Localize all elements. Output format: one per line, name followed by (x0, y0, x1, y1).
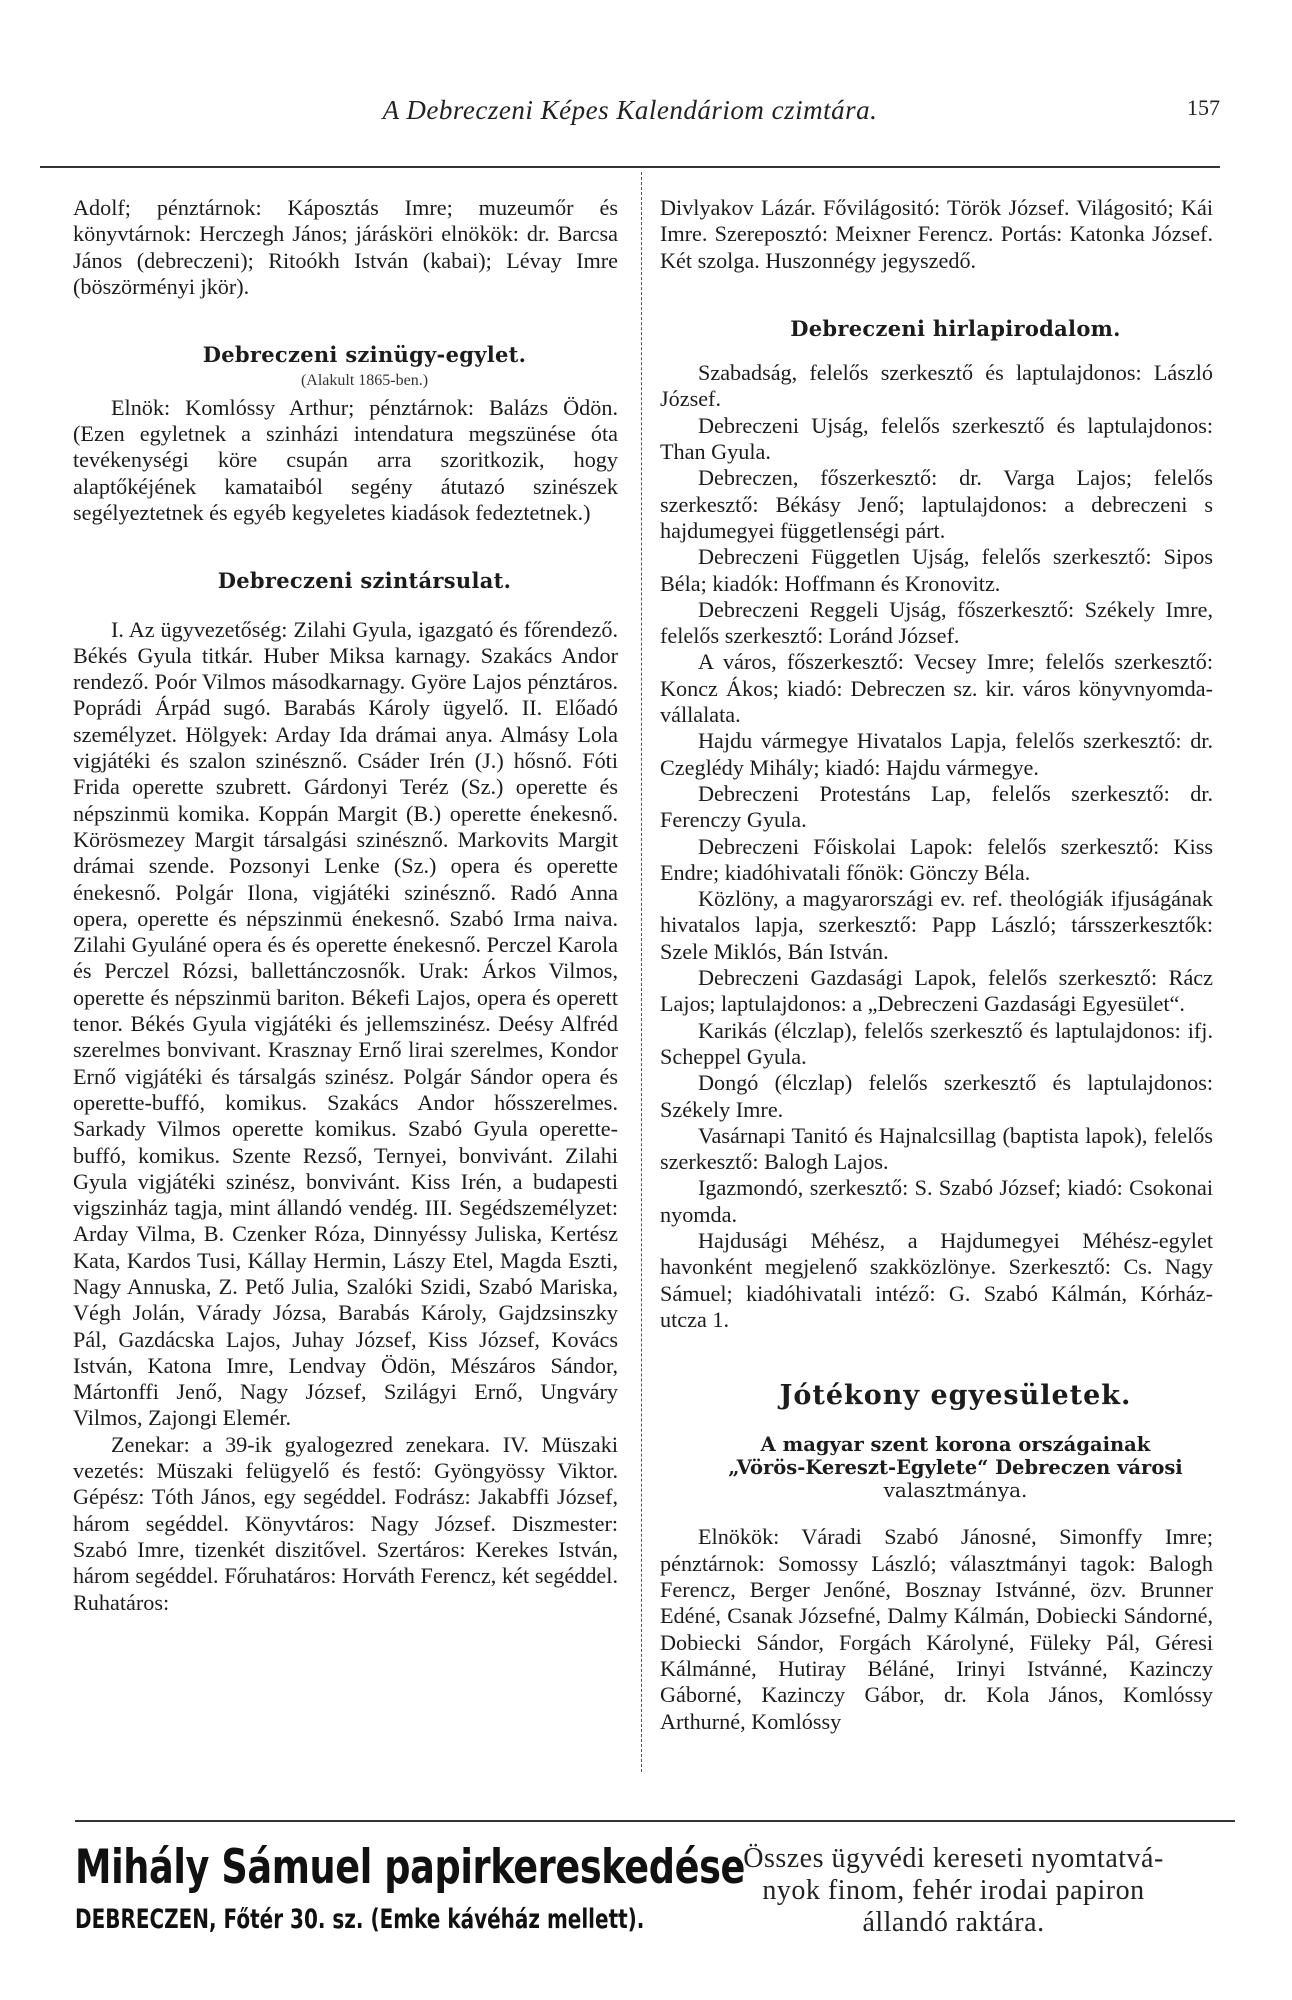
section-heading-szinugy: Debreczeni szinügy-egylet. (202, 342, 527, 368)
advertisement-description-line-3: állandó raktára. (862, 1907, 1045, 1938)
section-heading-jotekony: Jótékony egyesületek. (779, 1380, 1132, 1412)
paragraph-voros-kereszt: Elnökök: Váradi Szabó Jánosné, Simonffy Imre; pénztárnok: Somossy László; választmányi tagok: Balogh Ferencz, Berger Jenőné, Bosznay Istvánné, özv. Brunner Edéné, Csanak Józsefné, Dalmy Kálmán, Dobiecki Sándorné, Dobiecki Sándor, Forgách Károlyné, Füleky Pál, Géresi Kálmánné, Hutiray Béláné, Irinyi Istvánné, Kazinczy Gáborné, Kazinczy Gábor, dr. Kola János, Komlóssy Arthurné, Komlóssy (660, 1524, 1213, 1734)
subheading-line-3: valasztmánya. (883, 1478, 1028, 1503)
header-rule (40, 166, 1220, 168)
subheading-line-1: A magyar szent korona országainak (760, 1433, 1151, 1457)
section-subnote-founded: (Alakult 1865-ben.) (300, 372, 429, 390)
subheading-line-2: „Vörös-Kereszt-Egylete“ Debreczen városi (728, 1456, 1183, 1480)
newspaper-entry: Debreczen, főszerkesztő: dr. Varga Lajos; felelős szerkesztő: Békásy Jenő; laptulajdonos: a debreczeni s hajdumegyei függetlenségi párt. (660, 465, 1213, 543)
newspaper-entry: Hajdu vármegye Hivatalos Lapja, felelős szerkesztő: dr. Czeglédy Mihály; kiadó: Hajdu vármegye. (660, 728, 1213, 780)
right-column (660, 195, 1213, 1735)
advertisement-address: DEBRECZEN, Főtér 30. sz. (Emke kávéház mellett). (75, 1904, 645, 1935)
newspaper-entry: Debreczeni Reggeli Ujság, főszerkesztő: Székely Imre, felelős szerkesztő: Loránd József. (660, 596, 1213, 649)
newspaper-entry: Karikás (élczlap), felelős szerkesztő és laptulajdonos: ifj. Scheppel Gyula. (660, 1017, 1213, 1069)
advertisement-rule (75, 1820, 1235, 1822)
newspaper-entry: Vasárnapi Tanitó és Hajnalcsillag (baptista lapok), felelős szerkesztő: Balogh Lajos. (660, 1122, 1213, 1175)
newspaper-entry: Igazmondó, szerkesztő: S. Szabó József; kiadó: Csokonai nyomda. (660, 1175, 1213, 1227)
newspaper-entry: Debreczeni Gazdasági Lapok, felelős szerkesztő: Rácz Lajos; laptulajdonos: a „Debreczeni Gazdasági Egyesület“. (660, 965, 1213, 1017)
running-head (40, 95, 1220, 135)
continued-paragraph: Divlyakov Lázár. Fővilágositó: Török József. Világositó; Kái Imre. Szereposztó: Meixner Ferencz. Portás: Katonka József. Két szolga. Huszonnégy jegyszedő. (660, 195, 1213, 273)
advertisement-left (75, 1840, 745, 1938)
column-divider (641, 172, 642, 1772)
left-column (73, 195, 618, 1616)
paragraph-szintarsulat-technical: Zenekar: a 39-ik gyalogezred zenekara. IV. Müszaki vezetés: Müszaki felügyelő és festő: Gyöngyössy Viktor. Gépész: Tóth János, egy segéddel. Fodrász: Jakabffi József, három segéddel. Könyvtáros: Nagy József. Diszmester: Szabó Imre, tizenkét diszitővel. Szertáros: Kerekes István, három segéddel. Főruhatáros: Horváth Ferencz, két segéddel. Ruhatáros: (73, 1431, 618, 1615)
advertisement-right (656, 1843, 1251, 1939)
paragraph-szintarsulat-staff: I. Az ügyvezetőség: Zilahi Gyula, igazgató és főrendező. Békés Gyula titkár. Huber Miksa karnagy. Szakács Andor rendező. Poór Vilmos másodkarnagy. Györe Lajos pénztáros. Poprádi Árpád sugó. Barabás Károly ügyelő. II. Előadó személyzet. Hölgyek: Arday Ida drámai anya. Almásy Lola vigjátéki és szalon szinésznő. Csáder Irén (J.) hősnő. Fóti Frida operette szubrett. Gárdonyi Teréz (Sz.) operette és népszinmü komika. Koppán Margit (B.) operette énekesnő. Körösmezey Margit társalgási szinésznő. Markovits Margit drámai szende. Pozsonyi Lenke (Sz.) opera és operette énekesnő. Polgár Ilona, vigjátéki szinésznő. Radó Anna opera, operette és népszinmü énekesnő. Szabó Irma naiva. Zilahi Gyuláné opera és és operette énekesnő. Perczel Karola és Perczel Rózsi, ballettánczosnők. Urak: Árkos Vilmos, operette és népszinmü bariton. Békefi Lajos, opera és operett tenor. Békés Gyula vigjátéki és jellemszinész. Deésy Alfréd szerelmes bonvivant. Krasznay Ernő lirai szerelmes, Kondor Ernő vigjátéki és társalgás szinész. Polgár Sándor opera és operette-buffó, komikus. Szakács Andor hősszerelmes. Sarkady Vilmos operette komikus. Szabó Gyula operette-buffó, komikus. Szente Rezső, Ternyei, bonvivánt. Zilahi Gyula vigjátéki szinész, bonvivánt. Kiss Irén, a budapesti vigszinház tagja, mint állandó vendég. III. Segédszemélyzet: Arday Vilma, B. Czenker Róza, Dinnyéssy Juliska, Kertész Kata, Kardos Tusi, Kállay Hermin, Lászy Etel, Magda Eszti, Nagy Annuska, Z. Pető Julia, Szalóki Szidi, Szabó Mariska, Végh Jolán, Várady Józsa, Barabás Károly, Gajdzsinszky Pál, Gazdácska Lajos, Juhay József, Kiss József, Kovács István, Katona Imre, Lendvay Ödön, Mészáros Sándor, Mártonffi Jenő, Nagy József, Szilágyi Ernő, Ungváry Vilmos, Zajongi Elemér. (73, 616, 618, 1431)
newspaper-entry: Hajdusági Méhész, a Hajdumegyei Méhész-egylet havonként megjelenő szakközlönye. Szerkesztő: Cs. Nagy Sámuel; kiadóhivatali intéző: G. Szabó Kálmán, Kórház-utcza 1. (660, 1227, 1213, 1332)
newspaper-entry: Debreczeni Független Ujság, felelős szerkesztő: Sipos Béla; kiadók: Hoffmann és Kronovitz. (660, 544, 1213, 596)
section-heading-hirlap: Debreczeni hirlapirodalom. (790, 315, 1121, 341)
newspaper-entry: Debreczeni Protestáns Lap, felelős szerkesztő: dr. Ferenczy Gyula. (660, 780, 1213, 833)
newspaper-entry: Szabadság, felelős szerkesztő és laptulajdonos: László József. (660, 360, 1213, 412)
advertisement-description-line-2: nyok finom, fehér irodai papiron (762, 1875, 1145, 1906)
newspaper-entry: Dongó (élczlap) felelős szerkesztő és laptulajdonos: Székely Imre. (660, 1070, 1213, 1122)
page-number: 157 (1187, 95, 1220, 120)
running-title: A Debreczeni Képes Kalendáriom czimtára. (382, 95, 878, 125)
paragraph-szinugy: Elnök: Komlóssy Arthur; pénztárnok: Balázs Ödön. (Ezen egyletnek a szinházi intendatura megszünése óta tevékenységi köre csupán arra szoritkozik, hogy alaptőkéjének kamataiból segény átutazó szinészek segélyeztetnek és egyéb kegyeletes kiadások fedeztetnek.) (73, 394, 618, 525)
newspaper-entry: A város, főszerkesztő: Vecsey Imre; felelős szerkesztő: Koncz Ákos; kiadó: Debreczen sz. kir. város könyvnyomda-vállalata. (660, 649, 1213, 728)
continued-paragraph: Adolf; pénztárnok: Káposztás Imre; muzeumőr és könyvtárnok: Herczegh János; járásköri elnökök: dr. Barcsa János (debreczeni); Ritoókh István (kabai); Lévay Imre (böszörményi jkör). (73, 195, 618, 299)
newspaper-entry: Debreczeni Főiskolai Lapok: felelős szerkesztő: Kiss Endre; kiadóhivatali főnök: Gönczy Béla. (660, 833, 1213, 885)
newspaper-entry: Közlöny, a magyarországi ev. ref. theológiák ifjuságának hivatalos lapja, szerkesztő: Papp László; társszerkesztők: Szele Miklós, Bán István. (660, 886, 1213, 964)
section-heading-szintarsulat: Debreczeni szintársulat. (217, 568, 512, 594)
advertisement-description-line-1: Összes ügyvédi kereseti nyomtatvá- (743, 1843, 1164, 1874)
newspaper-entry: Debreczeni Ujság, felelős szerkesztő és laptulajdonos: Than Gyula. (660, 412, 1213, 465)
advertisement-title: Mihály Sámuel papirkereskedése (75, 1840, 745, 1895)
